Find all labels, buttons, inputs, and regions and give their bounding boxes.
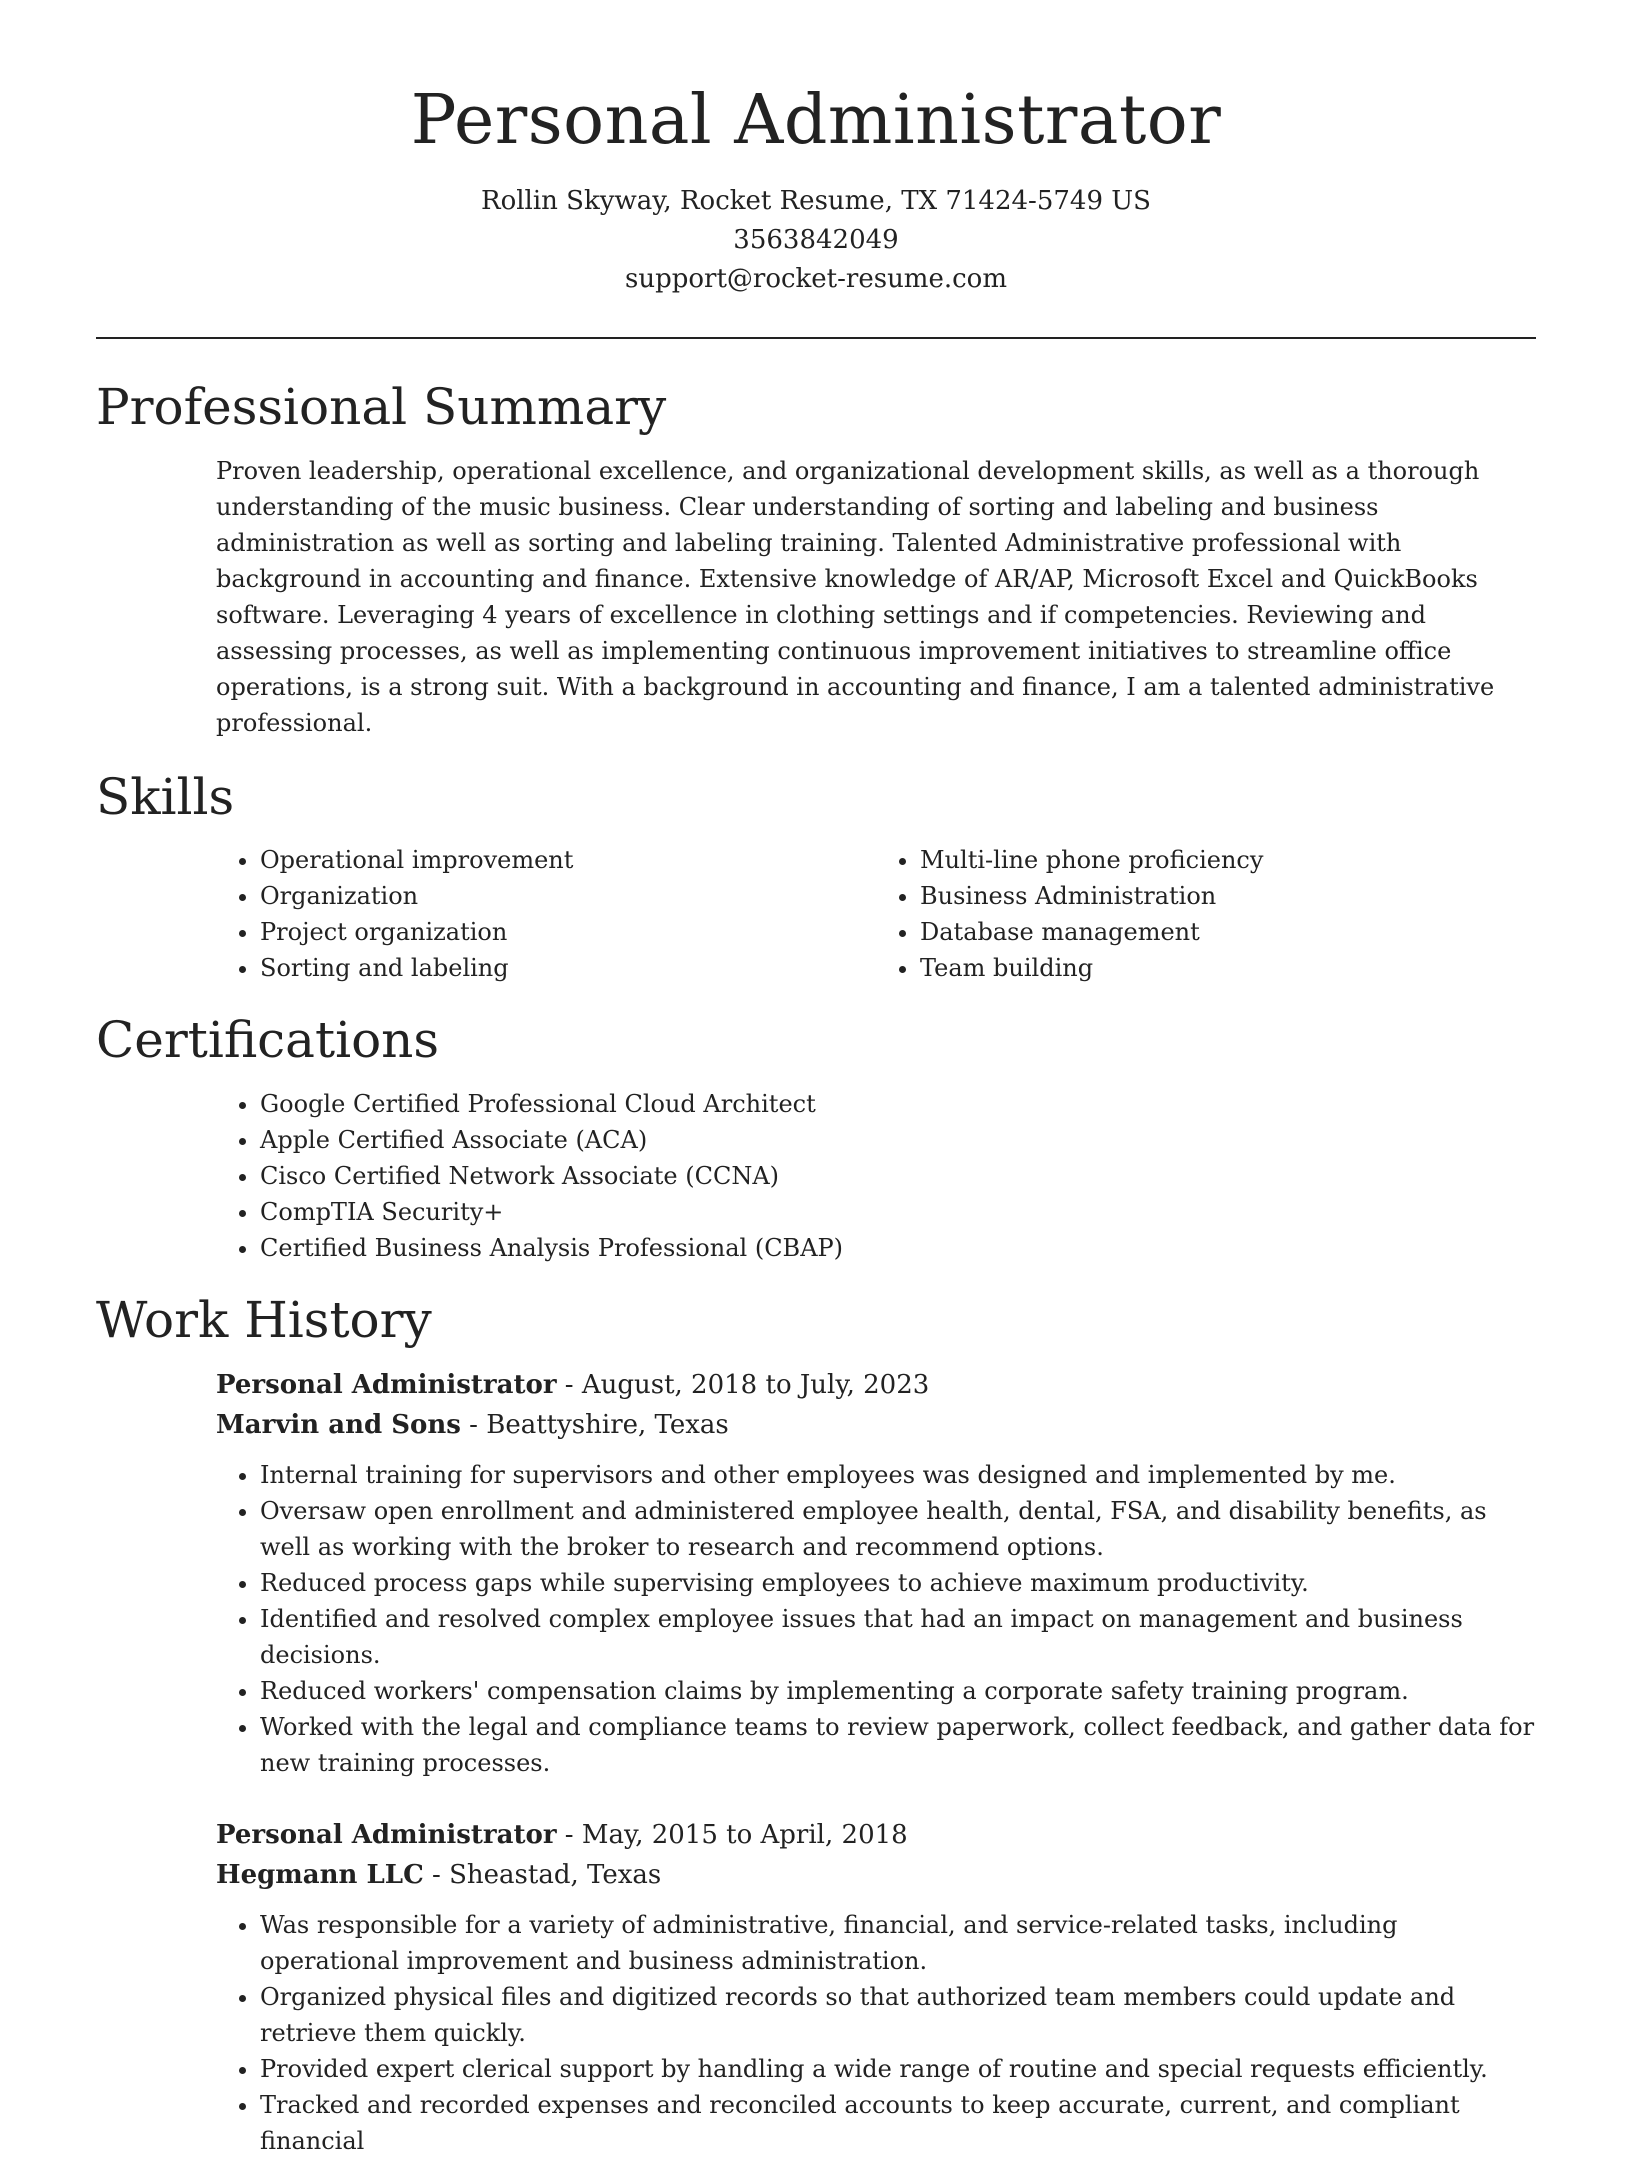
job-location: - Sheastad, Texas	[423, 1860, 662, 1891]
skills-list-right	[876, 842, 1536, 986]
job-bullet: • Provided expert clerical support by handling a wide range of routine and special requests efficiently.	[260, 2051, 1536, 2087]
certification-item: • Google Certified Professional Cloud Architect	[260, 1086, 1536, 1122]
skills-heading: Skills	[96, 767, 235, 826]
job-bullets	[216, 1907, 1536, 2159]
job-company: Marvin and Sons	[216, 1410, 461, 1441]
work-history-section	[96, 1292, 1536, 2159]
summary-heading: Professional Summary	[96, 378, 667, 437]
job-bullet: • Worked with the legal and compliance teams to review paperwork, collect feedback, and gather data for new training processes.	[260, 1709, 1536, 1781]
job-entry	[216, 1815, 1536, 2159]
job-dates: - May, 2015 to April, 2018	[556, 1820, 908, 1851]
job-bullet: • Reduced process gaps while supervising employees to achieve maximum productivity.	[260, 1565, 1536, 1601]
job-bullet: • Was responsible for a variety of administrative, financial, and service-related tasks, including operational improvement and business administration.	[260, 1907, 1536, 1979]
job-title-line	[216, 1815, 1536, 1855]
certification-item: • Certified Business Analysis Professional (CBAP)	[260, 1230, 1536, 1266]
summary-text: Proven leadership, operational excellence, and organizational development skills, as well as a thorough understanding of the music business. Clear understanding of sorting and labeling and business administration as well as sorting and labeling training. Talented Administrative professional with background in accounting and finance. Extensive knowledge of AR/AP, Microsoft Excel and QuickBooks software. Leveraging 4 years of excellence in clothing settings and if competencies. Reviewing and assessing processes, as well as implementing continuous improvement initiatives to streamline office operations, is a strong suit. With a background in accounting and finance, I am a talented administrative professional.	[216, 456, 1495, 737]
certifications-heading: Certifications	[96, 1011, 440, 1070]
job-company: Hegmann LLC	[216, 1860, 424, 1891]
candidate-name: Personal Administrator	[410, 81, 1222, 160]
address: Rollin Skyway, Rocket Resume, TX 71424-5749 US	[481, 186, 1151, 217]
job-bullet: • Reduced workers' compensation claims by implementing a corporate safety training program.	[260, 1673, 1536, 1709]
skill-item: • Organization	[260, 878, 876, 914]
job-bullet: • Internal training for supervisors and other employees was designed and implemented by me.	[260, 1457, 1536, 1493]
job-bullets	[216, 1457, 1536, 1781]
certifications-section	[96, 1012, 1536, 1266]
job-entry	[216, 1365, 1536, 1781]
job-title-line	[216, 1365, 1536, 1405]
job-role: Personal Administrator	[216, 1820, 557, 1851]
skills-list-left	[216, 842, 876, 986]
skill-item: • Project organization	[260, 914, 876, 950]
job-bullet: • Organized physical files and digitized records so that authorized team members could update and retrieve them quickly.	[260, 1979, 1536, 2051]
skill-item: • Team building	[920, 950, 1536, 986]
skill-item: • Multi-line phone proficiency	[920, 842, 1536, 878]
job-bullet: • Tracked and recorded expenses and reconciled accounts to keep accurate, current, and compliant financial	[260, 2087, 1536, 2159]
certification-item: • Cisco Certified Network Associate (CCNA)	[260, 1158, 1536, 1194]
certification-item: • Apple Certified Associate (ACA)	[260, 1122, 1536, 1158]
header-divider	[96, 337, 1536, 339]
job-bullet: • Identified and resolved complex employee issues that had an impact on management and business decisions.	[260, 1601, 1536, 1673]
professional-summary-section	[96, 379, 1536, 741]
job-company-line	[216, 1405, 1536, 1445]
skill-item: • Operational improvement	[260, 842, 876, 878]
job-company-line	[216, 1855, 1536, 1895]
phone-number: 3563842049	[733, 225, 899, 256]
email-address: support@rocket-resume.com	[624, 264, 1007, 295]
certification-item: • CompTIA Security+	[260, 1194, 1536, 1230]
job-dates: - August, 2018 to July, 2023	[556, 1370, 930, 1401]
skills-section	[96, 769, 1536, 987]
work-history-heading: Work History	[96, 1290, 432, 1349]
skill-item: • Business Administration	[920, 878, 1536, 914]
resume-header	[96, 0, 1536, 299]
job-bullet: • Oversaw open enrollment and administered employee health, dental, FSA, and disability benefits, as well as working with the broker to research and recommend options.	[260, 1493, 1536, 1565]
certifications-list	[216, 1086, 1536, 1266]
skill-item: • Database management	[920, 914, 1536, 950]
skill-item: • Sorting and labeling	[260, 950, 876, 986]
job-role: Personal Administrator	[216, 1370, 557, 1401]
job-location: - Beattyshire, Texas	[460, 1410, 729, 1441]
